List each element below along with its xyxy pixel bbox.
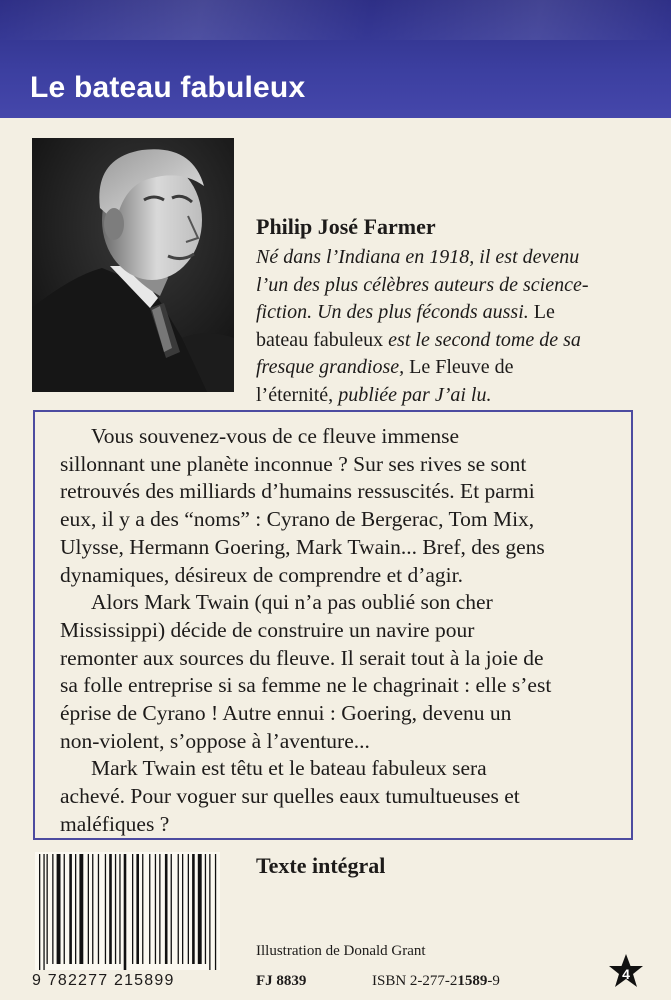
synopsis-line: sa folle entreprise si sa femme ne le chagrinait : elle s’est [60, 673, 552, 698]
barcode [35, 852, 220, 970]
synopsis-line: Mark Twain est têtu et le bateau fabuleux sera [91, 756, 487, 781]
book-title: Le bateau fabuleux [30, 71, 306, 104]
isbn [372, 973, 500, 990]
barcode-bar [88, 854, 89, 964]
synopsis-text [60, 423, 630, 839]
synopsis-line: non-violent, s’oppose à l’aventure... [60, 728, 370, 753]
synopsis-line: Ulysse, Hermann Goering, Mark Twain... Bref, des gens [60, 534, 545, 559]
barcode-bar [109, 854, 112, 964]
synopsis-line: sillonnant une planète inconnue ? Sur ses rives se sont [60, 451, 527, 476]
bio-line [256, 244, 656, 272]
barcode-bar [69, 854, 72, 964]
barcode-bar [39, 854, 40, 970]
barcode-bar [155, 854, 156, 964]
barcode-bar [142, 854, 143, 964]
synopsis-line: Vous souvenez-vous de ce fleuve immense [91, 424, 459, 448]
isbn-bold-part: 1589 [457, 973, 488, 989]
synopsis-line: dynamiques, désireux de comprendre et d’agir. [60, 562, 463, 587]
author-portrait-image [32, 138, 234, 392]
barcode-bar [132, 854, 133, 964]
synopsis-line: remonter aux sources du fleuve. Il serait tout à la joie de [60, 645, 544, 670]
synopsis-line: eux, il y a des “noms” : Cyrano de Bergerac, Tom Mix, [60, 507, 535, 532]
bio-line [256, 299, 656, 327]
author-photo [32, 138, 234, 392]
synopsis-line: Mississippi) décide de construire un navire pour [60, 617, 475, 642]
barcode-bar [205, 854, 206, 964]
bio-line [256, 382, 656, 410]
barcode-bar [188, 854, 189, 964]
illustration-credit: Illustration de Donald Grant [256, 943, 426, 959]
synopsis-line: maléfiques ? [60, 811, 170, 836]
barcode-bar [171, 854, 172, 964]
author-name: Philip José Farmer [256, 214, 436, 239]
bio-italic-segment: fresque grandiose, [256, 356, 410, 378]
barcode-bar [209, 854, 210, 970]
barcode-bar [92, 854, 93, 964]
bio-roman-segment: Le [528, 301, 555, 323]
barcode-bar [165, 854, 168, 964]
bio-roman-segment: bateau fabuleux [256, 328, 389, 351]
barcode-bar [105, 854, 106, 964]
bio-roman-segment: Le Fleuve de [409, 356, 514, 378]
barcode-bar [182, 854, 183, 964]
barcode-bar [119, 854, 120, 964]
barcode-bar [124, 854, 127, 970]
barcode-bar [192, 854, 195, 964]
barcode-bar [75, 854, 76, 964]
barcode-bar [215, 854, 216, 970]
barcode-bar [57, 854, 61, 964]
bio-line [256, 327, 656, 355]
synopsis-line: retrouvés des milliards d’humains ressuscités. Et parmi [60, 479, 535, 504]
barcode-bar [136, 854, 139, 964]
barcode-bars [35, 852, 220, 970]
texte-integral-label: Texte intégral [256, 853, 386, 878]
bio-line [256, 354, 656, 382]
barcode-bar [159, 854, 160, 964]
bio-italic-segment: fiction. Un des plus féconds aussi. [256, 301, 529, 323]
synopsis-line: éprise de Cyrano ! Autre ennui : Goering, devenu un [60, 701, 512, 726]
barcode-bar [115, 854, 116, 964]
isbn-prefix: ISBN 2-277-2 [372, 973, 458, 989]
synopsis-line: achevé. Pour voguer sur quelles eaux tumultueuses et [60, 784, 520, 809]
bio-italic-segment: l’un des plus célèbres auteurs de science- [256, 273, 589, 296]
bio-italic-segment: publiée par J’ai lu. [338, 383, 492, 406]
barcode-bar [79, 854, 83, 964]
bio-italic-segment: est le second tome de sa [388, 328, 581, 351]
catalog-code: FJ 8839 [256, 973, 307, 989]
isbn-suffix: -9 [487, 973, 500, 989]
price-code-star-icon [607, 953, 645, 991]
bio-roman-segment: l’éternité, [256, 383, 339, 406]
price-code-digit: 4 [622, 966, 630, 982]
barcode-bar [43, 854, 44, 970]
bio-line [256, 272, 656, 300]
author-bio [256, 244, 656, 409]
barcode-bar [47, 854, 48, 964]
barcode-bar [64, 854, 65, 964]
barcode-bar [52, 854, 53, 964]
barcode-bar [178, 854, 179, 964]
bio-italic-segment: Né dans l’Indiana en 1918, il est devenu [256, 246, 580, 268]
barcode-digits: 9 782277 215899 [32, 972, 175, 989]
synopsis-line: Alors Mark Twain (qui n’a pas oublié son cher [91, 590, 493, 615]
barcode-bar [98, 854, 99, 964]
barcode-bar [149, 854, 150, 964]
barcode-bar [198, 854, 202, 964]
band-wear-texture [0, 0, 671, 40]
